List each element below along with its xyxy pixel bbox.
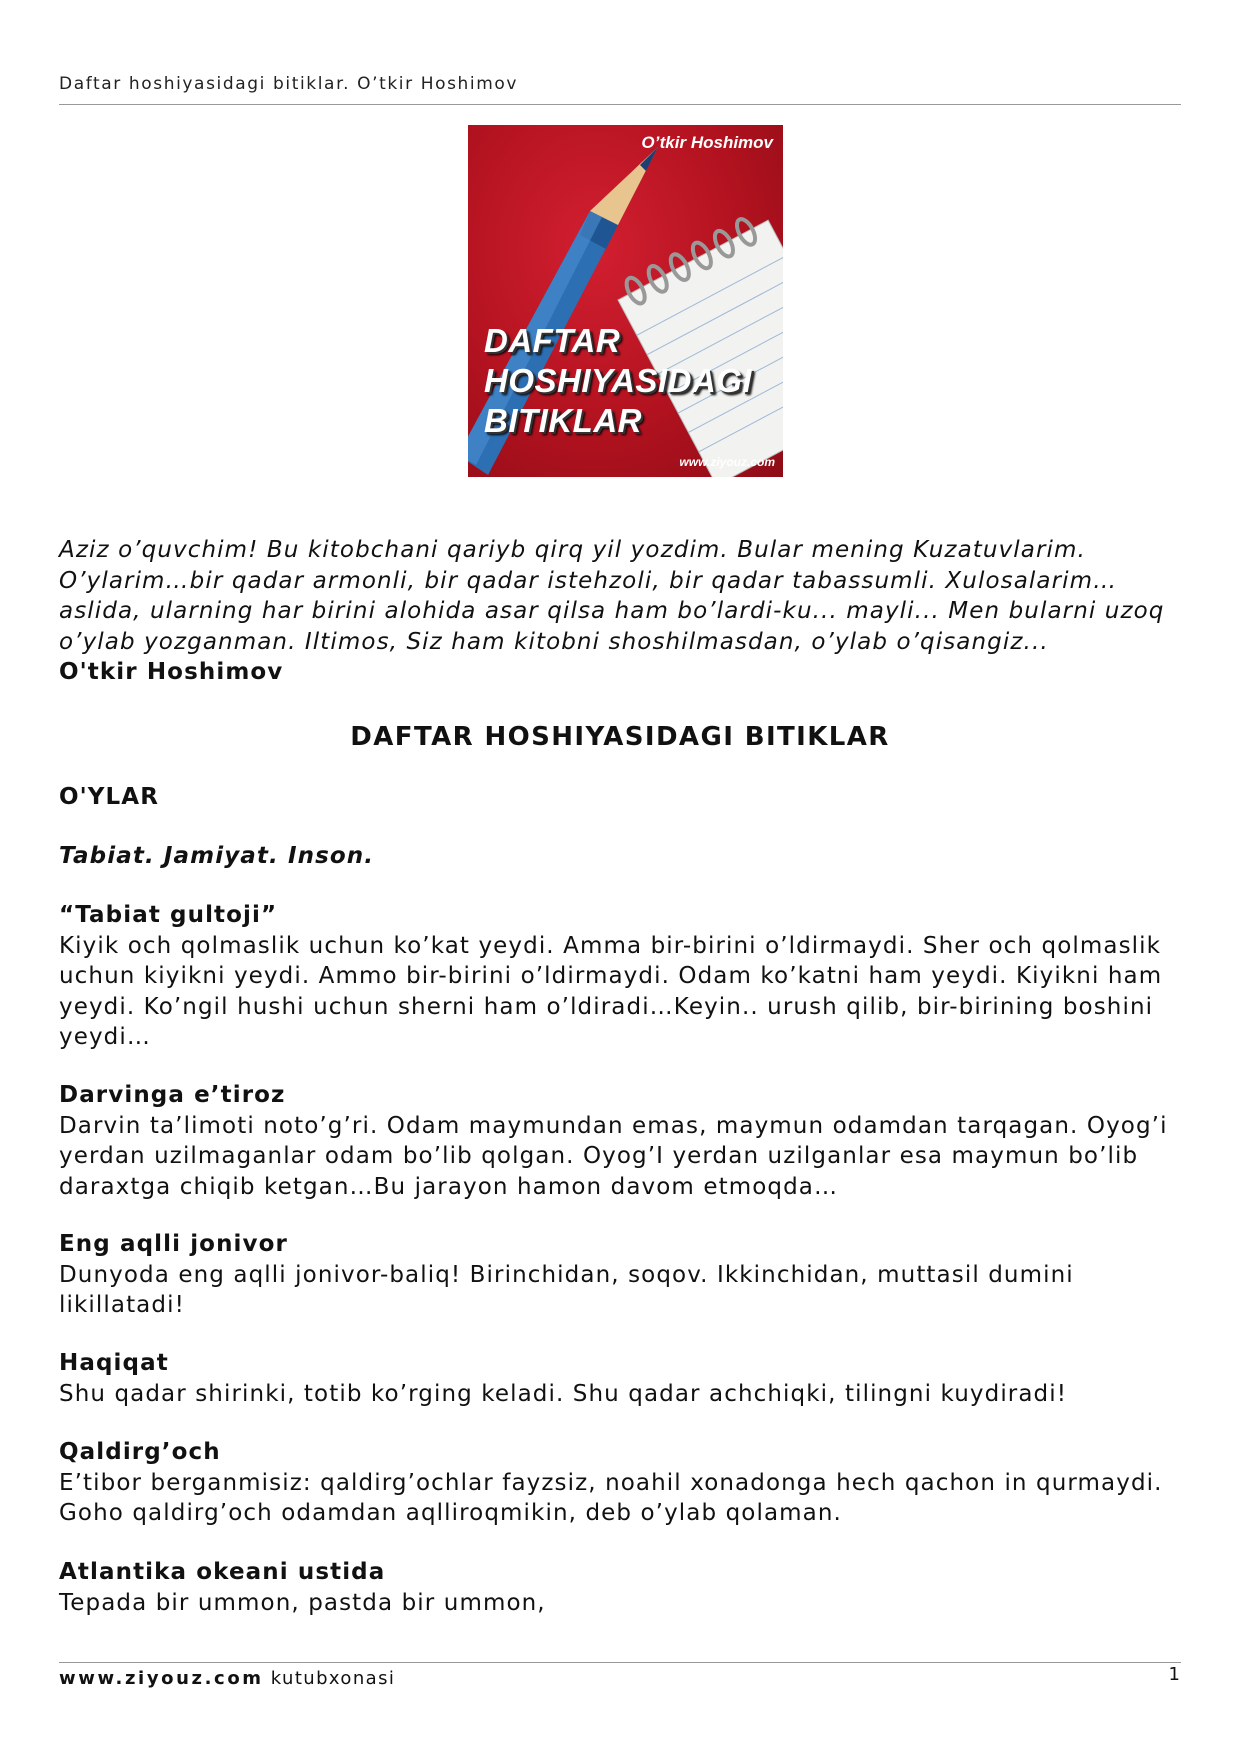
- entry-haqiqat: [59, 1348, 1184, 1409]
- entry-tabiat-gultoji: [59, 900, 1184, 1053]
- footer-label: kutubxonasi: [270, 1668, 396, 1689]
- entry-line: Shu qadar shirinki, totib ko’rging keladi. Shu qadar achchiqki, tilingni kuydiradi!: [59, 1380, 1068, 1407]
- entry-eng-aqlli-jonivor: [59, 1229, 1184, 1321]
- page-number: 1: [1168, 1664, 1180, 1685]
- entry-darvinga-etiroz: [59, 1080, 1184, 1202]
- entry-line: uchun kiyikni yeydi. Ammo bir-birini o’ldirmaydi. Odam ko’katni ham yeydi. Kiyikni ham: [59, 963, 1163, 989]
- section-title: O'YLAR: [59, 784, 160, 810]
- footer-source: [59, 1668, 395, 1689]
- entry-title: Darvinga e’tiroz: [59, 1082, 286, 1108]
- subsection-title: Tabiat. Jamiyat. Inson.: [59, 843, 375, 869]
- intro-line: aslida, ularning har birini alohida asar qilsa ham bo’lardi-ku... mayli... Men bularni uzoq: [59, 598, 1165, 624]
- entry-line: yeydi. Ko’ngil hushi uchun sherni ham o’ldiradi…Keyin.. urush qilib, bir-birining boshini: [59, 993, 1154, 1020]
- intro-signature: O'tkir Hoshimov: [59, 659, 284, 685]
- entry-atlantika-okeani-ustida: [59, 1557, 1184, 1618]
- entry-line: yeydi…: [59, 1024, 151, 1050]
- entry-line: Goho qaldirg’och odamdan aqlliroqmikin, deb o’ylab qolaman.: [59, 1500, 842, 1526]
- header-divider: [59, 104, 1181, 105]
- intro-line: Aziz o’quvchim! Bu kitobchani qariyb qirq yil yozdim. Bular mening Kuzatuvlarim.: [59, 537, 1086, 563]
- intro-paragraph: [59, 535, 1184, 657]
- entry-line: yerdan uzilmaganlar odam bo’lib qolgan. Oyog’I yerdan uzilganlar esa maymun bo’lib: [59, 1143, 1139, 1169]
- entry-line: E’tibor berganmisiz: qaldirg’ochlar fayzsiz, noahil xonadonga hech qachon in qurmaydi.: [59, 1469, 1163, 1496]
- cover-title-line: HOSHIYASIDAGI: [484, 362, 753, 399]
- entry-line: Dunyoda eng aqlli jonivor-baliq! Birinchidan, soqov. Ikkinchidan, muttasil dumini: [59, 1261, 1074, 1288]
- book-title: DAFTAR HOSHIYASIDAGI BITIKLAR: [350, 722, 890, 752]
- cover-title-line: DAFTAR: [484, 322, 621, 359]
- cover-title: [484, 321, 752, 441]
- entry-line: Darvin ta’limoti noto’g’ri. Odam maymundan emas, maymun odamdan tarqagan. Oyog’i: [59, 1112, 1168, 1139]
- entry-line: likillatadi!: [59, 1292, 185, 1318]
- entry-title: Atlantika okeani ustida: [59, 1559, 386, 1585]
- entry-line: daraxtga chiqib ketgan…Bu jarayon hamon davom etmoqda…: [59, 1173, 839, 1200]
- entry-line: Tepada bir ummon, pastda bir ummon,: [59, 1589, 546, 1616]
- entry-title: “Tabiat gultoji”: [59, 902, 278, 928]
- footer-site-link[interactable]: www.ziyouz.com: [59, 1668, 264, 1689]
- entry-qaldirgoch: [59, 1437, 1184, 1529]
- intro-line: o’ylab yozganman. Iltimos, Siz ham kitobni shoshilmasdan, o’ylab o’qisangiz...: [59, 628, 1049, 655]
- entry-title: Haqiqat: [59, 1350, 169, 1376]
- entry-title: Qaldirg’och: [59, 1439, 221, 1465]
- intro-line: O’ylarim…bir qadar armonli, bir qadar istehzoli, bir qadar tabassumli. Xulosalarim…: [59, 567, 1118, 594]
- cover-author: O’tkir Hoshimov: [641, 133, 773, 152]
- header-title: Daftar hoshiyasidagi bitiklar. O’tkir Hoshimov: [59, 74, 519, 94]
- cover-url: www.ziyouz.com: [679, 455, 775, 469]
- cover-title-line: BITIKLAR: [484, 402, 642, 439]
- book-cover-image: [468, 125, 783, 477]
- footer-divider: [59, 1662, 1181, 1663]
- entry-line: Kiyik och qolmaslik uchun ko’kat yeydi. Amma bir-birini o’ldirmaydi. Sher och qolmaslik: [59, 932, 1162, 959]
- entry-title: Eng aqlli jonivor: [59, 1231, 288, 1257]
